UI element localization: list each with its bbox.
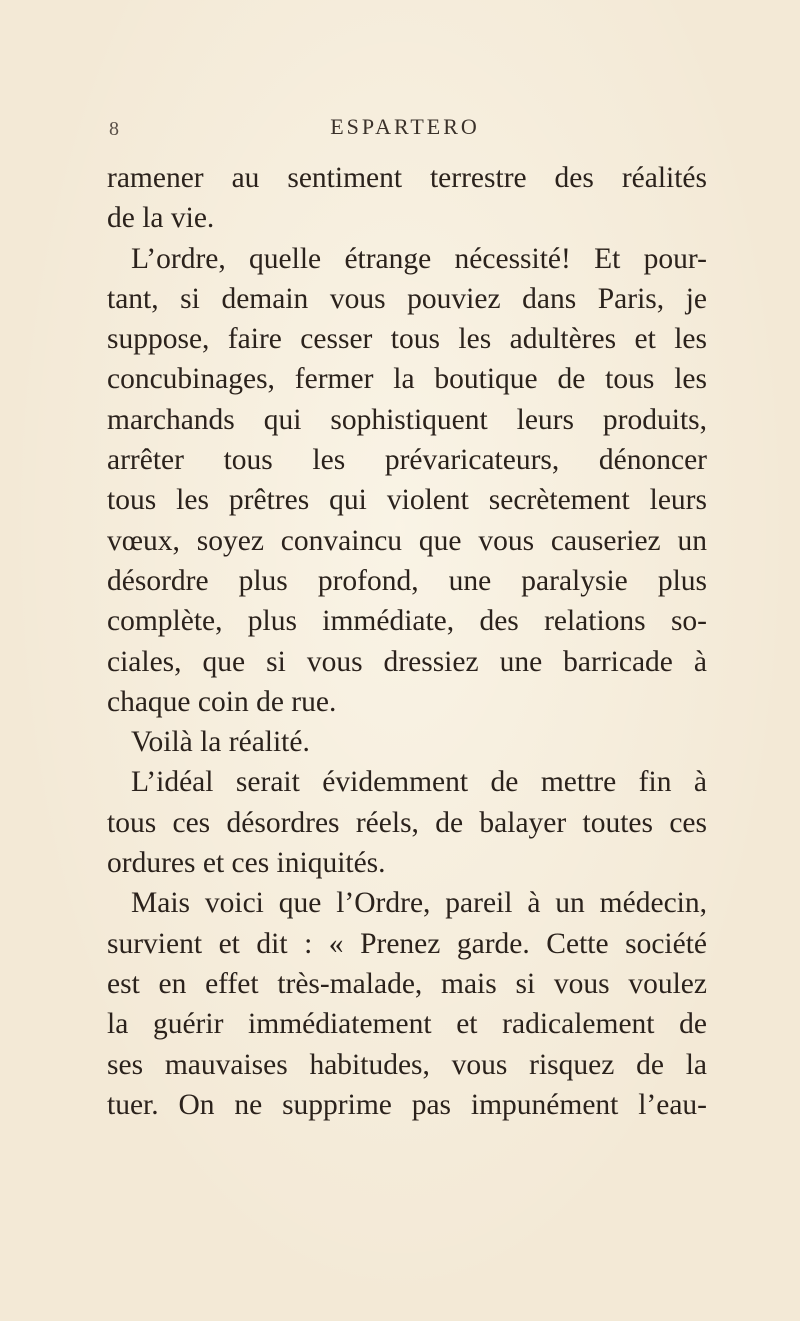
text-line: vœux, soyez convaincu que vous causeriez un	[107, 524, 707, 557]
text-line: Mais voici que l’Ordre, pareil à un médecin,	[131, 887, 707, 920]
text-line: ramener au sentiment terrestre des réalités	[107, 162, 707, 194]
text-line: tuer. On ne supprime pas impunément l’eau-	[107, 1088, 707, 1121]
text-line: tant, si demain vous pouviez dans Paris, je	[107, 282, 707, 315]
body-text	[107, 158, 707, 1125]
text-line: tous ces désordres réels, de balayer toutes ces	[107, 806, 707, 839]
text-line: tous les prêtres qui violent secrètement leurs	[107, 484, 707, 517]
text-line: de la vie.	[107, 202, 215, 235]
text-line: L’ordre, quelle étrange nécessité! Et pour-	[131, 242, 707, 275]
text-line: chaque coin de rue.	[107, 685, 337, 718]
text-line: ordures et ces iniquités.	[107, 847, 386, 880]
page-header	[95, 114, 715, 144]
text-line: est en effet très-malade, mais si vous voulez	[107, 967, 707, 1000]
text-line: L’idéal serait évidemment de mettre fin à	[131, 766, 707, 799]
text-line: désordre plus profond, une paralysie plus	[107, 564, 707, 597]
text-line: complète, plus immédiate, des relations so-	[107, 605, 707, 638]
running-head: ESPARTERO	[330, 114, 480, 139]
text-line: la guérir immédiatement et radicalement de	[107, 1008, 707, 1041]
text-line: survient et dit : « Prenez garde. Cette société	[107, 927, 707, 960]
text-line: Voilà la réalité.	[131, 726, 310, 759]
page-number: 8	[109, 118, 119, 140]
text-line: ses mauvaises habitudes, vous risquez de la	[107, 1048, 707, 1081]
text-line: marchands qui sophistiquent leurs produits,	[107, 403, 707, 436]
text-line: suppose, faire cesser tous les adultères et les	[107, 323, 707, 356]
text-line: ciales, que si vous dressiez une barricade à	[107, 645, 707, 678]
text-line: concubinages, fermer la boutique de tous les	[107, 363, 707, 396]
text-line: arrêter tous les prévaricateurs, dénoncer	[107, 444, 707, 477]
